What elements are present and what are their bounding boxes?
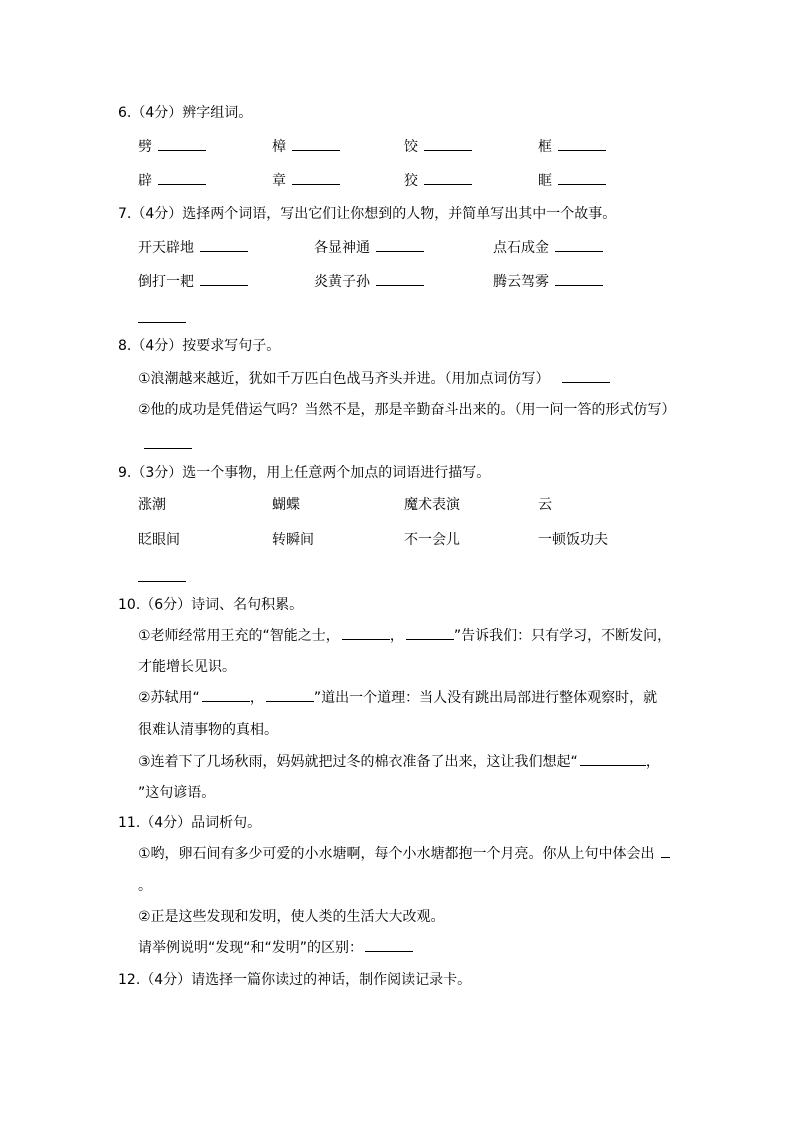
q6-char: 樟 [272, 139, 286, 155]
q6-char: 章 [272, 173, 286, 189]
q10-item-2-cont: 很难认清事物的真相。 [138, 722, 278, 738]
question-7-title: 7.（4分）选择两个词语，写出它们让你想到的人物，并简单写出其中一个故事。 [118, 206, 617, 222]
q7-item [314, 239, 424, 257]
question-6-title: 6.（4分）辨字组词。 [118, 105, 253, 121]
q7-item [314, 273, 424, 291]
q9-word: 蝴蝶 [272, 497, 300, 513]
answer-blank[interactable] [292, 172, 340, 185]
q9-word: 眨眼间 [138, 532, 180, 548]
answer-blank[interactable] [406, 627, 454, 640]
q6-item [538, 172, 606, 190]
q9-answer-line[interactable] [132, 569, 186, 587]
q11-item-2: ②正是这些发现和发明，使人类的生活大大改观。 [138, 909, 445, 925]
q7-item [493, 273, 603, 291]
q8-item-2: ②他的成功是凭借运气吗？当然不是，那是辛勤奋斗出来的。（用一问一答的形式仿写） [138, 402, 676, 418]
q8-item-1: ①浪潮越来越近，犹如千万匹白色战马齐头并进。（用加点词仿写） [138, 370, 610, 388]
question-9-title: 9.（3分）选一个事物，用上任意两个加点的词语进行描写。 [118, 465, 491, 481]
q10-item-3: ③连着下了几场秋雨，妈妈就把过冬的棉衣准备了出来，这让我们想起“ ， [138, 754, 660, 770]
q11-item-1: ①哟，卵石间有多少可爱的小水塘啊，每个小水塘都抱一个月亮。你从上句中体会出 [138, 845, 670, 863]
q9-word: 一顿饭功夫 [538, 532, 608, 548]
q7-word: 开天辟地 [138, 240, 194, 256]
answer-blank[interactable] [158, 172, 206, 185]
answer-blank[interactable] [424, 172, 472, 185]
question-12-title: 12.（4分）请选择一篇你读过的神话，制作阅读记录卡。 [118, 972, 472, 988]
answer-blank[interactable] [292, 138, 340, 151]
q9-word: 涨潮 [138, 497, 166, 513]
answer-blank[interactable] [562, 370, 610, 383]
question-10-title: 10.（6分）诗词、名句积累。 [118, 597, 304, 613]
q9-word: 转瞬间 [272, 532, 314, 548]
q7-item [493, 239, 603, 257]
q6-item [404, 172, 472, 190]
answer-blank[interactable] [200, 273, 248, 286]
q7-word: 腾云驾雾 [493, 274, 549, 290]
answer-blank[interactable] [376, 239, 424, 252]
answer-blank[interactable] [558, 138, 606, 151]
q6-char: 框 [538, 139, 552, 155]
q6-item [138, 172, 206, 190]
answer-blank[interactable] [376, 273, 424, 286]
q10-item-1-cont: 才能增长见识。 [138, 659, 236, 675]
q7-word: 各显神通 [314, 240, 370, 256]
q8-answer-line[interactable] [138, 436, 192, 454]
answer-blank[interactable] [158, 138, 206, 151]
question-8-title: 8.（4分）按要求写句子。 [118, 338, 281, 354]
q6-char: 劈 [138, 139, 152, 155]
q11-item-1-end: 。 [138, 878, 152, 894]
q9-word: 魔术表演 [404, 497, 460, 513]
q9-word: 不一会儿 [404, 532, 460, 548]
answer-blank[interactable] [365, 939, 413, 952]
answer-blank[interactable] [580, 753, 646, 766]
answer-blank[interactable] [342, 627, 390, 640]
q10-item-3-cont: ”这句谚语。 [138, 785, 216, 801]
q7-word: 倒打一耙 [138, 274, 194, 290]
q11-item-2-question: 请举例说明“发现“和“发明”的区别： [138, 939, 413, 957]
q6-char: 狡 [404, 173, 418, 189]
q10-item-2: ②苏轼用“ ， ”道出一个道理：当人没有跳出局部进行整体观察时，就 [138, 690, 658, 706]
q7-answer-line[interactable] [132, 310, 186, 328]
q6-char: 饺 [404, 139, 418, 155]
q7-item [138, 273, 248, 291]
q6-char: 眶 [538, 173, 552, 189]
answer-blank[interactable] [202, 689, 250, 702]
q6-item [404, 138, 472, 156]
q6-item [272, 172, 340, 190]
q6-item [538, 138, 606, 156]
question-11-title: 11.（4分）品词析句。 [118, 815, 262, 831]
q7-word: 点石成金 [493, 240, 549, 256]
q6-item [272, 138, 340, 156]
answer-blank[interactable] [555, 273, 603, 286]
q10-item-1: ①老师经常用王充的“智能之士， ， ”告诉我们：只有学习，不断发问， [138, 628, 672, 644]
answer-blank[interactable] [200, 239, 248, 252]
answer-blank[interactable] [558, 172, 606, 185]
answer-blank[interactable] [555, 239, 603, 252]
answer-blank[interactable] [661, 845, 670, 858]
q6-char: 辟 [138, 173, 152, 189]
answer-blank[interactable] [266, 689, 314, 702]
q7-item [138, 239, 248, 257]
answer-blank[interactable] [424, 138, 472, 151]
q9-word: 云 [538, 497, 552, 513]
q7-word: 炎黄子孙 [314, 274, 370, 290]
q6-item [138, 138, 206, 156]
